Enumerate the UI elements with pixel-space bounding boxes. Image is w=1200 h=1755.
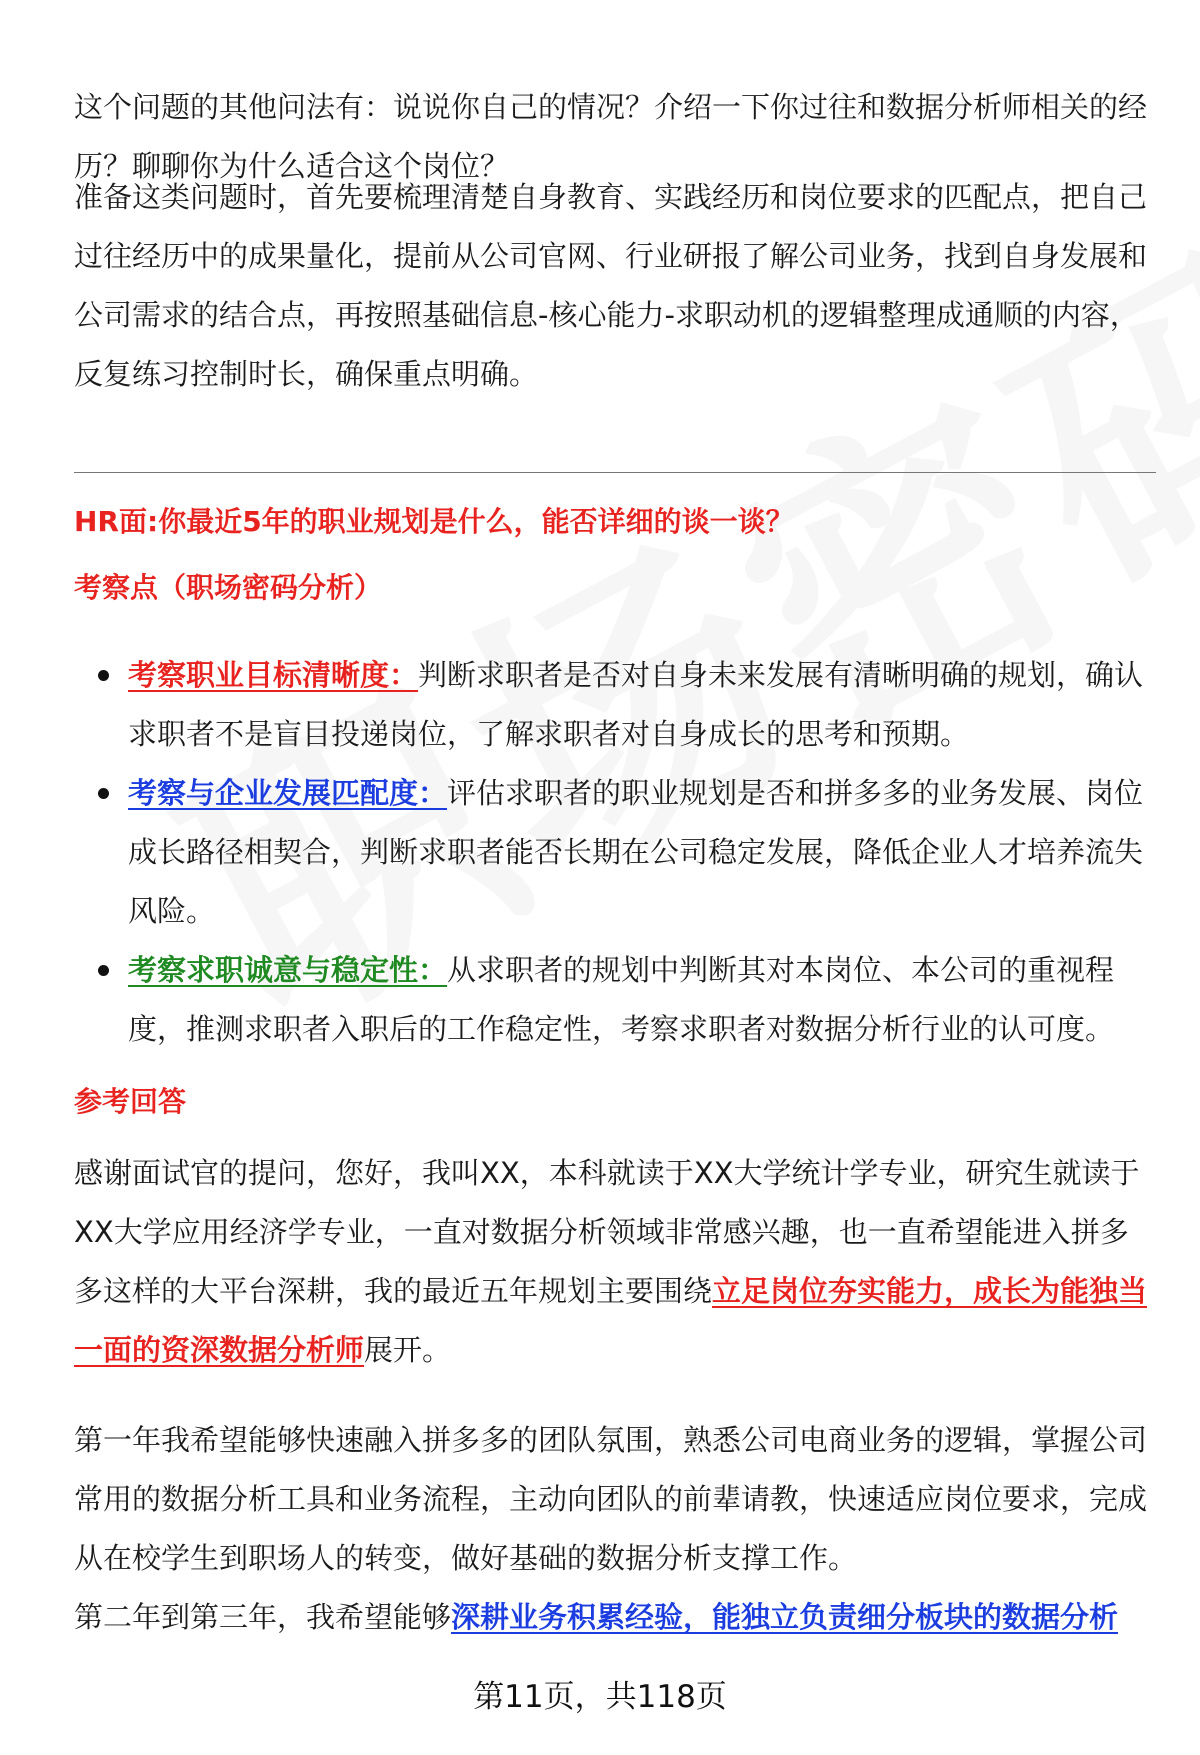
answer-years-text: 第二年到第三年，我希望能够 — [74, 1600, 452, 1634]
assessment-item-goal-clarity — [74, 646, 1156, 764]
answer-paragraph-years-two-three — [74, 1588, 1154, 1647]
answer-paragraph-year-one: 第一年我希望能够快速融入拼多多的团队氛围，熟悉公司电商业务的逻辑，掌握公司常用的数据分析工具和业务流程，主动向团队的前辈请教，快速适应岗位要求，完成从在校学生到职场人的转变，做好基础的数据分析支撑工作。 — [74, 1423, 1148, 1575]
assessment-item-label: 考察与企业发展匹配度： — [128, 776, 448, 810]
answer-intro-text: 感谢面试官的提问，您好，我叫XX，本科就读于XX大学统计学专业，研究生就读于XX大学应用经济学专业，一直对数据分析领域非常感兴趣，也一直希望能进入拼多多这样的大平台深耕，我的最近五年规划主要围绕 — [74, 1156, 1140, 1308]
answer-intro-tail: 展开。 — [364, 1333, 452, 1367]
assessment-item-label: 考察职业目标清晰度： — [128, 658, 419, 692]
assessment-item-text: 判断求职者是否对自身未来发展有清晰明确的规划，确认求职者不是盲目投递岗位，了解求职者对自身成长的思考和预期。 — [128, 658, 1144, 751]
assessment-heading: 考察点（职场密码分析） — [74, 571, 383, 604]
assessment-item-label: 考察求职诚意与稳定性： — [128, 953, 448, 987]
bullet-dot-icon — [98, 788, 109, 799]
assessment-item-sincerity-stability — [74, 941, 1156, 1059]
bullet-dot-icon — [98, 965, 109, 976]
bullet-dot-icon — [98, 670, 109, 681]
answer-intro-highlight: 立足岗位夯实能力，成长为能独当一面的资深数据分析师 — [74, 1274, 1148, 1367]
intro-paragraph-preparation: 准备这类问题时，首先要梳理清楚自身教育、实践经历和岗位要求的匹配点，把自己过往经历中的成果量化，提前从公司官网、行业研报了解公司业务，找到自身发展和公司需求的结合点，再按照基础信息-核心能力-求职动机的逻辑整理成通顺的内容，反复练习控制时长，确保重点明确。 — [74, 180, 1148, 391]
section-divider — [74, 472, 1156, 473]
answer-years-highlight: 深耕业务积累经验，能独立负责细分板块的数据分析 — [451, 1600, 1119, 1634]
assessment-item-text: 从求职者的规划中判断其对本岗位、本公司的重视程度，推测求职者入职后的工作稳定性，考察求职者对数据分析行业的认可度。 — [128, 953, 1115, 1046]
answer-paragraph-intro — [74, 1144, 1154, 1380]
assessment-item-company-fit — [74, 764, 1156, 941]
question-title: HR面:你最近5年的职业规划是什么，能否详细的谈一谈？ — [74, 505, 794, 538]
intro-paragraph-alt-questions: 这个问题的其他问法有：说说你自己的情况？介绍一下你过往和数据分析师相关的经历？聊聊你为什么适合这个岗位？ — [74, 90, 1148, 183]
answer-heading: 参考回答 — [74, 1085, 187, 1118]
page-number: 第11页，共118页 — [473, 1679, 727, 1715]
assessment-list — [74, 646, 1156, 1059]
assessment-item-text: 评估求职者的职业规划是否和拼多多的业务发展、岗位成长路径相契合，判断求职者能否长期在公司稳定发展，降低企业人才培养流失风险。 — [128, 776, 1144, 928]
